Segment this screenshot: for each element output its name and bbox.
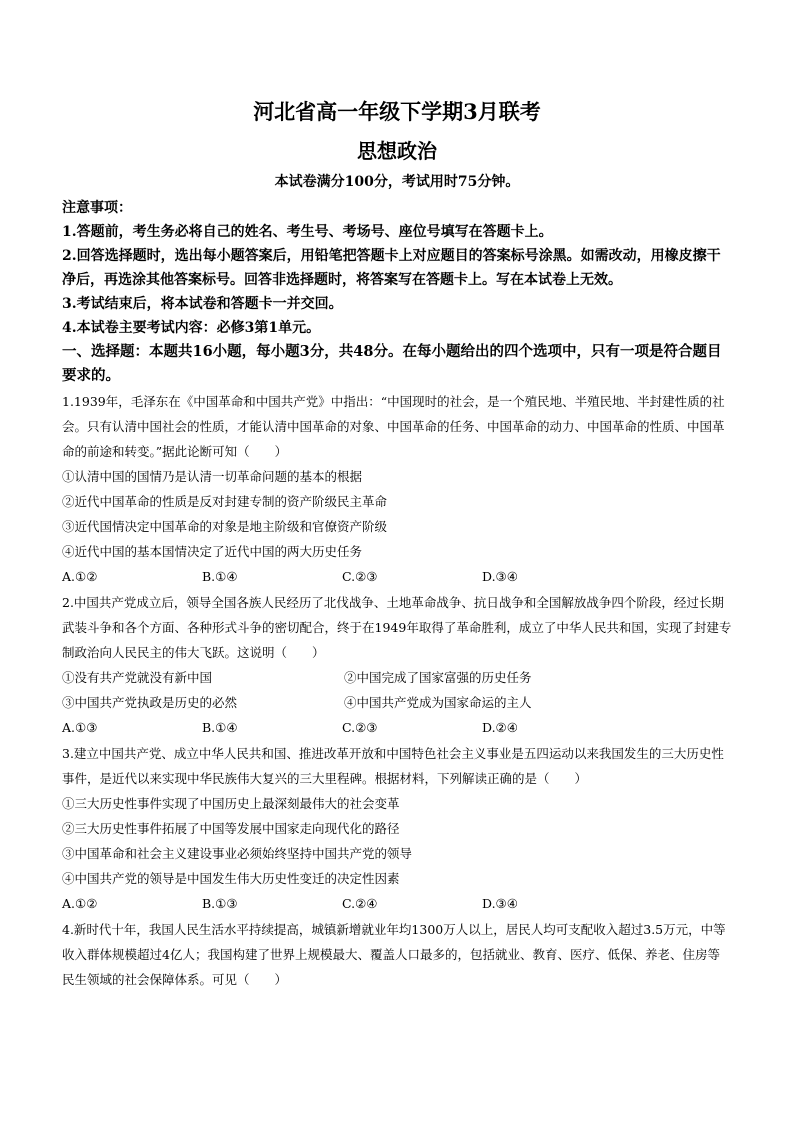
choice-c: C.②④ [342,896,378,911]
choices-row [62,891,732,916]
notes-heading: 注意事项： [62,200,132,216]
statement: ②近代中国革命的性质是反对封建专制的资产阶级民主革命 [62,494,388,509]
statement: ④近代中国的基本国情决定了近代中国的两大历史任务 [62,544,363,559]
choice-d: D.②④ [482,720,518,735]
statements-row [62,665,732,690]
question-1 [62,389,732,589]
statement: ②中国完成了国家富强的历史任务 [344,670,532,685]
statement: ④中国共产党成为国家命运的主人 [344,695,532,710]
question-3 [62,741,732,916]
choice-c: C.②③ [342,720,378,735]
subject-title: 思想政治 [357,139,437,163]
exam-info: 本试卷满分100分，考试用时75分钟。 [274,174,520,190]
question-stem: 3.建立中国共产党、成立中华人民共和国、推进改革开放和中国特色社会主义事业是五四运动以来我国发生的三大历史性事件，是近代以来实现中华民族伟大复兴的三大里程碑。根据材料，下列解读正确的是（ ） [62,746,724,786]
choice-b: B.①③ [202,896,238,911]
choices-row [62,715,732,740]
exam-title: 河北省高一年级下学期3月联考 [253,99,541,124]
note-item: 2.回答选择题时，选出每小题答案后，用铅笔把答题卡上对应题目的答案标号涂黑。如需改动，用橡皮擦干净后，再选涂其他答案标号。回答非选择题时，将答案写在答题卡上。写在本试卷上无效。 [62,248,721,288]
notes-block [62,196,732,340]
statement: ②三大历史性事件拓展了中国等发展中国家走向现代化的路径 [62,821,400,836]
choice-c: C.②③ [342,569,378,584]
choice-a: A.①② [62,896,98,911]
note-item: 3.考试结束后，将本试卷和答题卡一并交回。 [62,296,343,312]
statement: ①认清中国的国情乃是认清一切革命问题的基本的根据 [62,469,363,484]
note-item: 4.本试卷主要考试内容：必修3第1单元。 [62,320,321,336]
section-heading: 一、选择题：本题共16小题，每小题3分，共48分。在每小题给出的四个选项中，只有一项是符合题目要求的。 [62,343,722,384]
statement: ④中国共产党的领导是中国发生伟大历史性变迁的决定性因素 [62,871,400,886]
statement: ③近代国情决定中国革命的对象是地主阶级和官僚资产阶级 [62,519,388,534]
question-2 [62,590,732,740]
choices-row [62,564,732,589]
choice-d: D.③④ [482,569,518,584]
choice-a: A.①③ [62,720,98,735]
statement: ③中国革命和社会主义建设事业必须始终坚持中国共产党的领导 [62,846,413,861]
choice-d: D.③④ [482,896,518,911]
question-stem: 1.1939年，毛泽东在《中国革命和中国共产党》中指出：“中国现时的社会，是一个殖民地、半殖民地、半封建性质的社会。只有认清中国社会的性质，才能认清中国革命的对象、中国革命的任务、中国革命的动力、中国革命的性质、中国革命的前途和转变。”据此论断可知（ ） [62,394,725,459]
choice-b: B.①④ [202,720,238,735]
question-stem: 2.中国共产党成立后，领导全国各族人民经历了北伐战争、土地革命战争、抗日战争和全国解放战争四个阶段，经过长期武装斗争和各个方面、各种形式斗争的密切配合，终于在1949年取得了革命胜利，成立了中华人民共和国，实现了封建专制政治向人民民主的伟大飞跃。这说明（ ） [62,595,732,660]
statements-row [62,690,732,715]
question-4 [62,917,732,992]
choice-b: B.①④ [202,569,238,584]
statement: ①三大历史性事件实现了中国历史上最深刻最伟大的社会变革 [62,796,400,811]
note-item: 1.答题前，考生务必将自己的姓名、考生号、考场号、座位号填写在答题卡上。 [62,224,553,240]
statement: ①没有共产党就没有新中国 [62,670,213,685]
question-stem: 4.新时代十年，我国人民生活水平持续提高，城镇新增就业年均1300万人以上，居民人均可支配收入超过3.5万元，中等收入群体规模超过4亿人；我国构建了世界上规模最大、覆盖人口最多的，包括就业、教育、医疗、低保、养老、住房等民生领域的社会保障体系。可见（ ） [62,922,726,987]
statement: ③中国共产党执政是历史的必然 [62,695,238,710]
choice-a: A.①② [62,569,98,584]
